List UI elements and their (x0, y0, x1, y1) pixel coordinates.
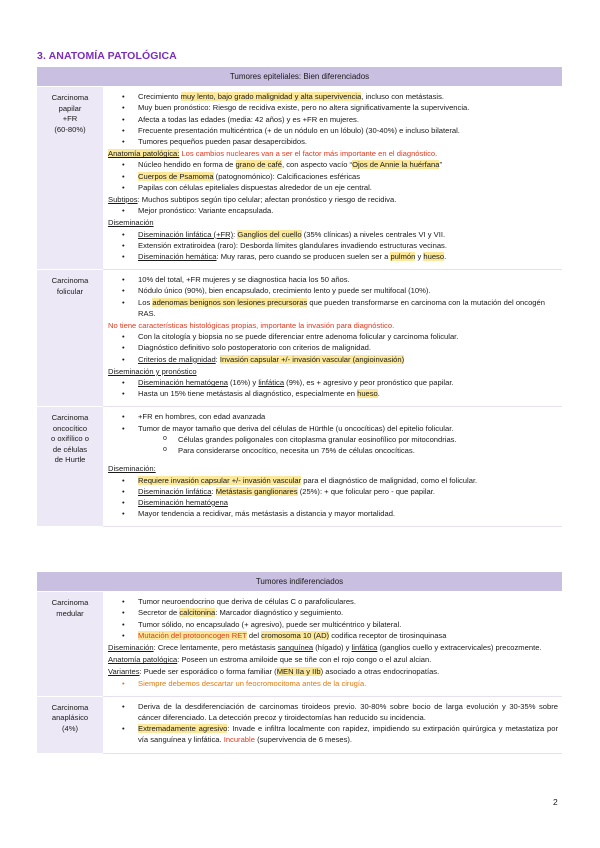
list-item: • Extensión extratiroidea (raro): Desborda límites glandulares invadiendo estructuras vecinas. (108, 240, 558, 251)
subsection-heading: Diseminación y pronóstico (108, 366, 197, 376)
page-number: 2 (553, 797, 558, 807)
list-item: • Mayor tendencia a recidivar, más metástasis a distancia y mayor mortalidad. (108, 508, 558, 519)
table-row (37, 407, 562, 527)
row-content (103, 407, 562, 527)
list-item: • Con la citología y biopsia no se puede diferenciar entre adenoma folicular y carcinoma folicular. (108, 331, 558, 342)
table-header: Tumores indiferenciados (37, 572, 562, 592)
list-item: • Diseminación linfática (+FR): Ganglios del cuello (35% clínicas) a niveles centrales VI y VII. (108, 229, 558, 240)
list-item: • Tumor de mayor tamaño que deriva del células de Hürthle (u oncocíticas) del epitelio folicular. (108, 423, 558, 434)
list-item: • Tumores pequeños pueden pasar desapercibidos. (108, 136, 558, 147)
list-item: • Diagnóstico definitivo solo postoperatorio con criterios de malignidad. (108, 342, 558, 353)
list-item: • Criterios de malignidad: Invasión capsular +/- invasión vascular (angioinvasión) (108, 354, 558, 365)
table-row (37, 592, 562, 697)
table-row (37, 696, 562, 753)
list-item: • Siempre debemos descartar un feocromocitoma antes de la cirugía. (108, 678, 558, 689)
list-item: • Mejor pronóstico: Variante encapsulada. (108, 205, 558, 216)
list-item: • Crecimiento muy lento, bajo grado malignidad y alta supervivencia, incluso con metástasis. (108, 91, 558, 102)
list-item: o Células grandes poligonales con citoplasma granular eosinofílico por mitocondrias. (108, 434, 558, 445)
row-content (103, 696, 562, 753)
section-title: 3. ANATOMÍA PATOLÓGICA (37, 50, 177, 62)
table-row (37, 270, 562, 407)
table-row (37, 87, 562, 270)
row-label: Carcinoma folicular (37, 270, 103, 407)
list-item: • Cuerpos de Psamoma (patognomónico): Calcificaciones esféricas (108, 171, 558, 182)
row-content (103, 270, 562, 407)
list-item: • Extremadamente agresivo: Invade e infiltra localmente con rapidez, impidiendo su extirpación quirúrgica y metastatiza por vía sanguínea y linfática. Incurable (supervivencia de 6 meses). (108, 723, 558, 745)
row-content (103, 592, 562, 697)
list-item: • +FR en hombres, con edad avanzada (108, 411, 558, 422)
list-item: • Secretor de calcitonina: Marcador diagnóstico y seguimiento. (108, 607, 558, 618)
paragraph: Diseminación: Crece lentamente, pero metástasis sanguínea (hígado) y linfática (ganglios cuello y extracervicales) precozmente. (108, 643, 542, 653)
list-item: • Los adenomas benignos son lesiones precursoras que pueden transformarse en carcinoma con la mutación del oncogén RAS. (108, 297, 558, 319)
list-item: • Deriva de la desdiferenciación de carcinomas tiroideos previo. 30-80% sobre bocio de larga evolución y 30-35% sobre cáncer diferenciado. La detección precoz y tiroidectomías han reducido su incidencia. (108, 701, 558, 723)
list-item: • Requiere invasión capsular +/- invasión vascular para el diagnóstico de malignidad, como el folicular. (108, 475, 558, 486)
paragraph: Anatomía patológica: Poseen un estroma amiloide que se tiñe con el rojo congo o el azul alcian. (108, 655, 432, 665)
list-item: o Para considerarse oncocítico, necesita un 75% de células oncocíticas. (108, 445, 558, 456)
row-label: Carcinoma medular (37, 592, 103, 697)
subsection-heading: Anatomía patológica: Los cambios nucleares van a ser el factor más importante en el diagnóstico. (108, 149, 438, 159)
list-item: • Nódulo único (90%), bien encapsulado, crecimiento lento y puede ser multifocal (10%). (108, 285, 558, 296)
row-content (103, 87, 562, 270)
list-item: • Tumor neuroendocrino que deriva de células C o parafoliculares. (108, 596, 558, 607)
paragraph: Variantes: Puede ser esporádico o forma familiar (MEN IIa y IIb) asociado a otras endocrinopatías. (108, 667, 440, 677)
list-item: • Mutación del protooncogen RET del cromosoma 10 (AD) codifica receptor de tirosinquinasa (108, 630, 558, 641)
undifferentiated-table (37, 572, 562, 754)
row-label: Carcinoma anaplásico (4%) (37, 696, 103, 753)
list-item: • Afecta a todas las edades (media: 42 años) y es +FR en mujeres. (108, 114, 558, 125)
list-item: • Muy buen pronóstico: Riesgo de recidiva existe, pero no altera significativamente la supervivencia. (108, 102, 558, 113)
subsection-heading: Diseminación: (108, 464, 156, 474)
list-item: • Diseminación linfática: Metástasis ganglionares (25%): + que folicular pero - que papilar. (108, 486, 558, 497)
list-item: • Diseminación hematógena (108, 497, 558, 508)
table-header: Tumores epiteliales: Bien diferenciados (37, 67, 562, 87)
subsection-heading: Diseminación (108, 218, 154, 228)
list-item: • Tumor sólido, no encapsulado (+ agresivo), puede ser multicéntrico y bilateral. (108, 619, 558, 630)
list-item: • Papilas con células epiteliales dispuestas alrededor de un eje central. (108, 182, 558, 193)
row-label: Carcinoma oncocítico o oxifílico o de células de Hurtle (37, 407, 103, 527)
list-item: • Frecuente presentación multicéntrica (+ de un nódulo en un lóbulo) (30-40%) e incluso bilateral. (108, 125, 558, 136)
list-item: • 10% del total, +FR mujeres y se diagnostica hacia los 50 años. (108, 274, 558, 285)
list-item: • Diseminación hemática: Muy raras, pero cuando se producen suelen ser a pulmón y hueso. (108, 251, 558, 262)
row-label: Carcinoma papilar +FR (60-80%) (37, 87, 103, 270)
red-note: No tiene características histológicas propias, importante la invasión para diagnóstico. (108, 321, 395, 331)
list-item: • Diseminación hematógena (16%) y linfática (9%), es + agresivo y peor pronóstico que papilar. (108, 377, 558, 388)
well-differentiated-table (37, 67, 562, 527)
subsection-heading: Subtipos: Muchos subtipos según tipo celular; afectan pronóstico y riesgo de recidiva. (108, 195, 397, 205)
list-item: • Núcleo hendido en forma de grano de café, con aspecto vacío “Ojos de Annie la huérfana” (108, 159, 558, 170)
list-item: • Hasta un 15% tiene metástasis al diagnóstico, especialmente en hueso. (108, 388, 558, 399)
